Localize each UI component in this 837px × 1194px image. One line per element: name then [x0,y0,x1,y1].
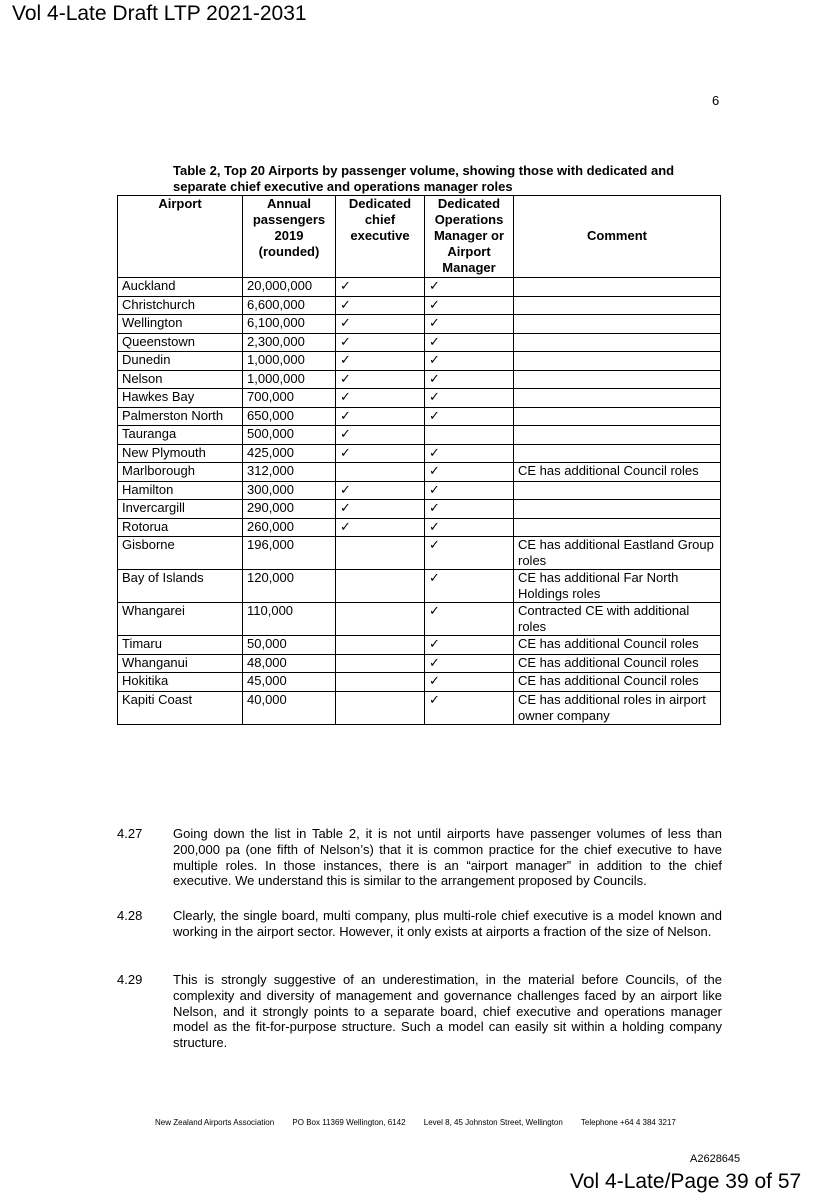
col-header-airport: Airport [118,196,243,278]
cell-airport: Nelson [118,370,243,389]
cell-operations-manager: ✓ [425,278,514,297]
cell-passengers: 45,000 [243,673,336,692]
cell-operations-manager: ✓ [425,370,514,389]
cell-operations-manager: ✓ [425,463,514,482]
cell-chief-executive: ✓ [336,389,425,408]
cell-airport: Marlborough [118,463,243,482]
cell-comment [514,352,721,371]
cell-comment [514,296,721,315]
cell-operations-manager: ✓ [425,673,514,692]
cell-operations-manager: ✓ [425,333,514,352]
cell-passengers: 6,600,000 [243,296,336,315]
cell-operations-manager: ✓ [425,407,514,426]
cell-passengers: 110,000 [243,603,336,636]
cell-airport: Hawkes Bay [118,389,243,408]
cell-comment: CE has additional Council roles [514,463,721,482]
cell-passengers: 260,000 [243,518,336,537]
cell-chief-executive [336,570,425,603]
table-header-row [118,196,721,278]
cell-operations-manager: ✓ [425,636,514,655]
cell-comment [514,481,721,500]
cell-comment [514,407,721,426]
cell-passengers: 50,000 [243,636,336,655]
table-row [118,654,721,673]
table-row [118,673,721,692]
cell-airport: New Plymouth [118,444,243,463]
cell-operations-manager: ✓ [425,481,514,500]
cell-comment [514,315,721,334]
cell-comment [514,333,721,352]
cell-comment [514,389,721,408]
cell-operations-manager: ✓ [425,315,514,334]
cell-operations-manager: ✓ [425,570,514,603]
table-row [118,333,721,352]
cell-passengers: 700,000 [243,389,336,408]
cell-operations-manager: ✓ [425,603,514,636]
table-row [118,537,721,570]
cell-chief-executive [336,463,425,482]
table-row [118,407,721,426]
table-row [118,636,721,655]
cell-airport: Tauranga [118,426,243,445]
cell-chief-executive: ✓ [336,500,425,519]
cell-airport: Queenstown [118,333,243,352]
paragraph-number: 4.27 [117,826,143,841]
cell-passengers: 1,000,000 [243,370,336,389]
cell-operations-manager: ✓ [425,444,514,463]
cell-passengers: 120,000 [243,570,336,603]
table-row [118,389,721,408]
cell-passengers: 312,000 [243,463,336,482]
table-row [118,426,721,445]
cell-chief-executive: ✓ [336,352,425,371]
cell-comment [514,500,721,519]
cell-airport: Invercargill [118,500,243,519]
table-row [118,444,721,463]
cell-airport: Dunedin [118,352,243,371]
table-row [118,296,721,315]
cell-comment: CE has additional Council roles [514,673,721,692]
cell-chief-executive [336,691,425,724]
cell-passengers: 425,000 [243,444,336,463]
document-header: Vol 4-Late Draft LTP 2021-2031 [12,2,307,25]
cell-operations-manager [425,426,514,445]
cell-airport: Wellington [118,315,243,334]
cell-chief-executive [336,654,425,673]
table-caption: Table 2, Top 20 Airports by passenger volume, showing those with dedicated and separate chief executive and operations manager roles [173,163,675,194]
cell-airport: Whangarei [118,603,243,636]
cell-airport: Kapiti Coast [118,691,243,724]
paragraph-4-28 [117,908,722,940]
cell-airport: Christchurch [118,296,243,315]
footer-po-box: PO Box 11369 Wellington, 6142 [292,1118,406,1127]
cell-passengers: 40,000 [243,691,336,724]
cell-airport: Hamilton [118,481,243,500]
cell-chief-executive: ✓ [336,426,425,445]
cell-comment: Contracted CE with additional roles [514,603,721,636]
footer-address: Level 8, 45 Johnston Street, Wellington [423,1118,563,1127]
cell-operations-manager: ✓ [425,500,514,519]
cell-comment [514,278,721,297]
letterhead-footer [155,1118,692,1127]
cell-chief-executive [336,636,425,655]
table-row [118,570,721,603]
paragraph-4-29 [117,972,722,1051]
col-header-operations-manager: Dedicated Operations Manager or Airport Manager [425,196,514,278]
cell-chief-executive [336,603,425,636]
page-footer: Vol 4-Late/Page 39 of 57 [570,1170,802,1193]
cell-chief-executive [336,537,425,570]
cell-comment: CE has additional roles in airport owner company [514,691,721,724]
cell-comment [514,426,721,445]
cell-operations-manager: ✓ [425,518,514,537]
cell-chief-executive [336,673,425,692]
paragraph-number: 4.28 [117,908,143,923]
cell-passengers: 48,000 [243,654,336,673]
cell-operations-manager: ✓ [425,389,514,408]
footer-org: New Zealand Airports Association [155,1118,275,1127]
cell-passengers: 300,000 [243,481,336,500]
table-row [118,603,721,636]
cell-passengers: 2,300,000 [243,333,336,352]
cell-passengers: 20,000,000 [243,278,336,297]
cell-operations-manager: ✓ [425,654,514,673]
cell-comment: CE has additional Council roles [514,636,721,655]
cell-chief-executive: ✓ [336,407,425,426]
table-row [118,463,721,482]
cell-operations-manager: ✓ [425,691,514,724]
cell-airport: Timaru [118,636,243,655]
cell-chief-executive: ✓ [336,333,425,352]
table-row [118,315,721,334]
table-row [118,518,721,537]
cell-chief-executive: ✓ [336,315,425,334]
cell-airport: Bay of Islands [118,570,243,603]
table-row [118,500,721,519]
cell-chief-executive: ✓ [336,370,425,389]
cell-comment [514,370,721,389]
cell-operations-manager: ✓ [425,296,514,315]
cell-operations-manager: ✓ [425,352,514,371]
col-header-passengers: Annual passengers 2019 (rounded) [243,196,336,278]
table-row [118,278,721,297]
cell-passengers: 650,000 [243,407,336,426]
cell-comment: CE has additional Eastland Group roles [514,537,721,570]
paragraph-text: Clearly, the single board, multi company, plus multi-role chief executive is a model known and working in the airport sector. However, it only exists at airports a fraction of the size of Nelson. [173,908,722,939]
table-row [118,691,721,724]
cell-airport: Rotorua [118,518,243,537]
cell-operations-manager: ✓ [425,537,514,570]
cell-chief-executive: ✓ [336,278,425,297]
paragraph-4-27 [117,826,722,889]
cell-airport: Gisborne [118,537,243,570]
cell-passengers: 6,100,000 [243,315,336,334]
cell-comment [514,518,721,537]
cell-comment: CE has additional Far North Holdings roles [514,570,721,603]
cell-comment [514,444,721,463]
cell-airport: Palmerston North [118,407,243,426]
col-header-comment: Comment [514,196,721,278]
cell-airport: Auckland [118,278,243,297]
table-row [118,352,721,371]
cell-chief-executive: ✓ [336,444,425,463]
cell-chief-executive: ✓ [336,481,425,500]
cell-airport: Hokitika [118,673,243,692]
table-row [118,370,721,389]
page-number: 6 [712,93,720,108]
paragraph-text: This is strongly suggestive of an underestimation, in the material before Councils, of the complexity and diversity of management and governance challenges faced by an airport like Nelson, and it strongly points to a separate board, chief executive and operations manager model as the fit-for-purpose structure. Such a model can easily sit within a holding company structure. [173,972,722,1051]
col-header-chief-executive: Dedicated chief executive [336,196,425,278]
cell-comment: CE has additional Council roles [514,654,721,673]
cell-chief-executive: ✓ [336,518,425,537]
cell-passengers: 1,000,000 [243,352,336,371]
cell-chief-executive: ✓ [336,296,425,315]
paragraph-number: 4.29 [117,972,143,987]
cell-passengers: 500,000 [243,426,336,445]
paragraph-text: Going down the list in Table 2, it is not until airports have passenger volumes of less than 200,000 pa (one fifth of Nelson’s) that it is common practice for the chief executive to have multiple roles. In those instances, there is an “airport manager” in addition to the chief executive. We understand this is similar to the arrangement proposed by Councils. [173,826,722,889]
cell-airport: Whanganui [118,654,243,673]
cell-passengers: 196,000 [243,537,336,570]
footer-phone: Telephone +64 4 384 3217 [580,1118,676,1127]
table-row [118,481,721,500]
document-reference: A2628645 [690,1153,741,1165]
airports-table [117,195,721,725]
cell-passengers: 290,000 [243,500,336,519]
